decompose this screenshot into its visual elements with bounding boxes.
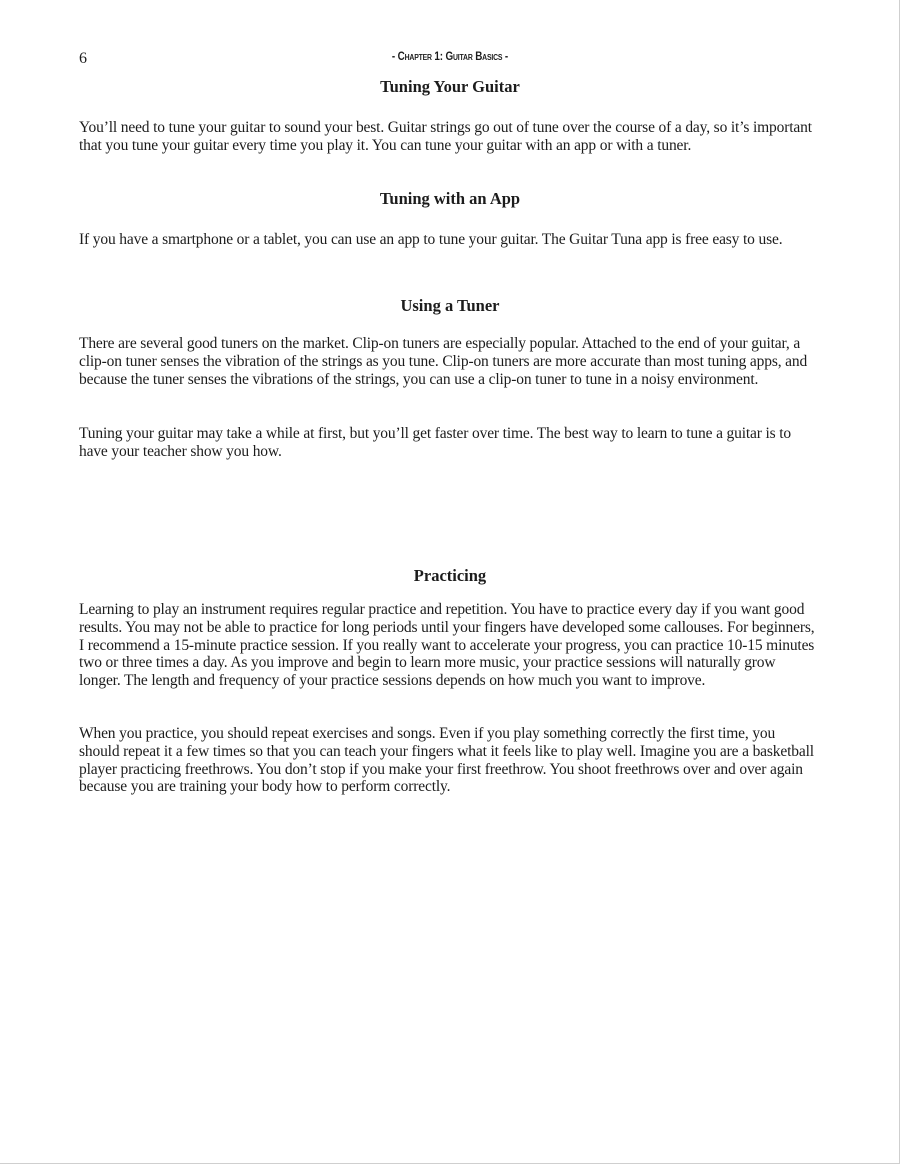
heading-tuning-your-guitar: Tuning Your Guitar — [380, 77, 520, 96]
running-header: - Chapter 1: Guitar Basics - — [391, 51, 509, 63]
paragraph-practice-routine: Learning to play an instrument requires regular practice and repetition. You have to practice every day if you want good results. You may not be able to practice for long periods until your fingers have developed some callouses. For beginners, I recommend a 15-minute practice session. If you really want to accelerate your progress, you can practice 10-15 minutes two or three times a day. As you improve and begin to learn more music, your practice sessions will naturally grow longer. The length and frequency of your practice sessions depends on how much you want to improve. — [79, 601, 815, 690]
page-number: 6 — [79, 50, 87, 67]
heading-using-a-tuner: Using a Tuner — [400, 296, 500, 315]
heading-tuning-with-app: Tuning with an App — [379, 189, 521, 208]
paragraph-clip-on-tuners: There are several good tuners on the market. Clip-on tuners are especially popular. Attached to the end of your guitar, a clip-on tuner senses the vibration of the strings as you tune. Clip-on tuners are more accurate than most tuning apps, and because the tuner senses the vibrations of the strings, you can use a clip-on tuner to tune in a noisy environment. — [79, 335, 808, 388]
paragraph-practice-repetition: When you practice, you should repeat exercises and songs. Even if you play something correctly the first time, you should repeat it a few times so that you can teach your fingers what it feels like to play well. Imagine you are a basketball player practicing freethrows. You don’t stop if you make your first freethrow. You shoot freethrows over and over again because you are training your body how to perform correctly. — [79, 725, 814, 796]
paragraph-tuning-time: Tuning your guitar may take a while at first, but you’ll get faster over time. The best way to learn to tune a guitar is to have your teacher show you how. — [79, 425, 792, 460]
paragraph-tuning-intro: You’ll need to tune your guitar to sound your best. Guitar strings go out of tune over the course of a day, so it’s important that you tune your guitar every time you play it. You can tune your guitar with an app or with a tuner. — [79, 119, 812, 154]
paragraph-tuning-app: If you have a smartphone or a tablet, you can use an app to tune your guitar. The Guitar Tuna app is free easy to use. — [79, 231, 783, 248]
heading-practicing: Practicing — [413, 566, 487, 585]
